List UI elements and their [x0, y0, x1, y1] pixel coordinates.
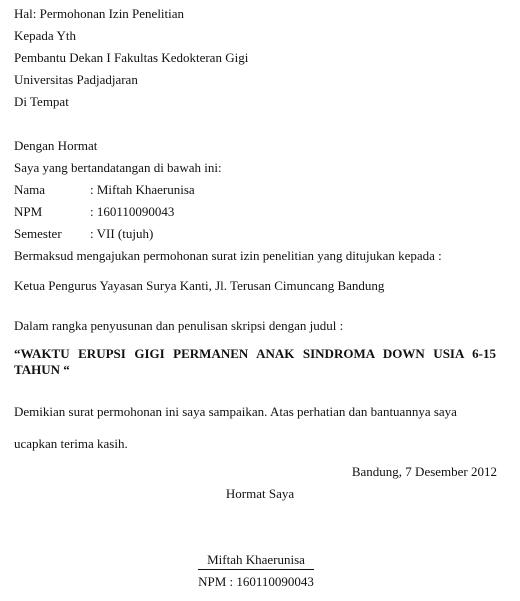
addressee-text: Ketua Pengurus Yayasan Surya Kanti, Jl. Terusan Cimuncang Bandung — [14, 278, 385, 293]
to-label: Kepada Yth — [14, 28, 76, 43]
letter-date: Bandung, 7 Desember 2012 — [351, 464, 497, 479]
recipient-university: Universitas Padjadjaran — [14, 72, 138, 87]
recipient-title: Pembantu Dekan I Fakultas Kedokteran Gigi — [14, 50, 249, 65]
signer-name: Miftah Khaerunisa — [198, 552, 314, 570]
field-label-npm: NPM — [14, 204, 43, 219]
thesis-title: “WAKTU ERUPSI GIGI PERMANEN ANAK SINDROMA DOWN USIA 6-15 TAHUN “ — [14, 346, 496, 377]
intro-text: Saya yang bertandatangan di bawah ini: — [14, 160, 222, 175]
field-label-name: Nama — [14, 182, 46, 197]
field-value-name: : Miftah Khaerunisa — [90, 182, 195, 197]
signer-npm: NPM : 160110090043 — [198, 574, 314, 589]
closing-line-1: Demikian surat permohonan ini saya sampaikan. Atas perhatian dan bantuannya saya — [14, 404, 457, 419]
field-label-semester: Semester — [14, 226, 62, 241]
recipient-place: Di Tempat — [14, 94, 69, 109]
thesis-intro: Dalam rangka penyusunan dan penulisan skripsi dengan judul : — [14, 318, 344, 333]
letter-subject: Hal: Permohonan Izin Penelitian — [14, 6, 185, 21]
purpose-text: Bermaksud mengajukan permohonan surat izin penelitian yang ditujukan kepada : — [14, 248, 442, 263]
regards-text: Hormat Saya — [225, 486, 295, 501]
field-value-npm: : 160110090043 — [90, 204, 175, 219]
closing-line-2: ucapkan terima kasih. — [14, 436, 128, 451]
greeting: Dengan Hormat — [14, 138, 98, 153]
field-value-semester: : VII (tujuh) — [90, 226, 154, 241]
